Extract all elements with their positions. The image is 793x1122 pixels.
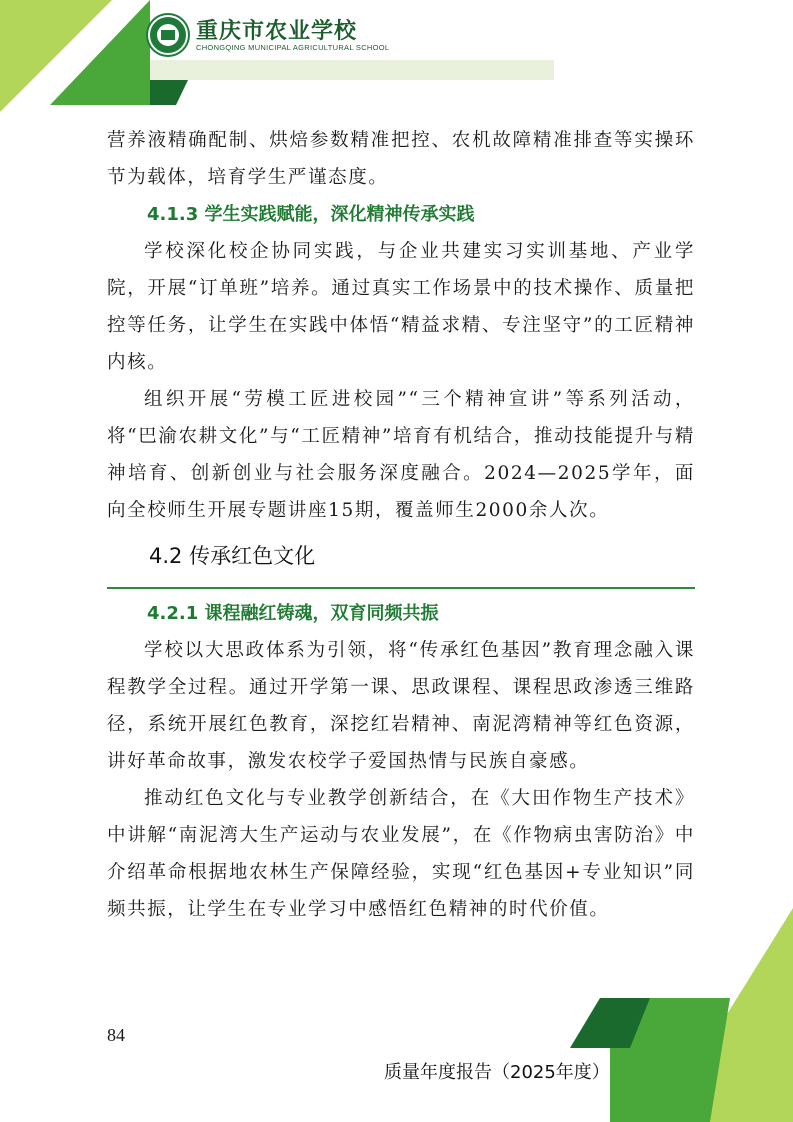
school-logo (148, 14, 389, 56)
school-seal-icon (148, 15, 188, 55)
report-title: 质量年度报告（2025年度） (384, 1062, 610, 1083)
header-bar (150, 60, 554, 80)
paragraph-intro: 营养液精确配制、烘焙参数精准把控、农机故障精准排查等实操环节为载体，培育学生严谨态度。 (107, 130, 695, 188)
paragraph-4-1-3-b: 组织开展“劳模工匠进校园”“三个精神宣讲”等系列活动，将“巴渝农耕文化”与“工匠精神”培育有机结合，推动技能提升与精神培育、创新创业与社会服务深度融合。2024—2025学年，面向全校师生开展专题讲座15期，覆盖师生2000余人次。 (107, 389, 695, 521)
paragraph-4-1-3-a: 学校深化校企协同实践，与企业共建实习实训基地、产业学院，开展“订单班”培养。通过真实工作场景中的技术操作、质量把控等任务，让学生在实践中体悟“精益求精、专注坚守”的工匠精神内核。 (107, 241, 695, 373)
school-name-en: CHONGQING MUNICIPAL AGRICULTURAL SCHOOL (196, 42, 390, 52)
page-content (107, 122, 695, 928)
paragraph-4-2-1-a: 学校以大思政体系为引领，将“传承红色基因”教育理念融入课程教学全过程。通过开学第一课、思政课程、课程思政渗透三维路径，系统开展红色教育，深挖红岩精神、南泥湾精神等红色资源，讲好革命故事，激发农校学子爱国热情与民族自豪感。 (107, 640, 695, 772)
section-divider (107, 587, 695, 589)
heading-4-2-1: 4.2.1 课程融红铸魂，双育同频共振 (147, 603, 439, 624)
heading-4-2: 4.2 传承红色文化 (149, 544, 316, 568)
page-number: 84 (107, 1025, 125, 1045)
footer-decoration (570, 908, 793, 1122)
paragraph-4-2-1-b: 推动红色文化与专业教学创新结合，在《大田作物生产技术》中讲解“南泥湾大生产运动与农业发展”，在《作物病虫害防治》中介绍革命根据地农林生产保障经验，实现“红色基因+专业知识”同频共振，让学生在专业学习中感悟红色精神的时代价值。 (107, 788, 695, 920)
school-name-cn: 重庆市农业学校 (196, 17, 358, 44)
heading-4-1-3: 4.1.3 学生实践赋能，深化精神传承实践 (147, 204, 475, 225)
